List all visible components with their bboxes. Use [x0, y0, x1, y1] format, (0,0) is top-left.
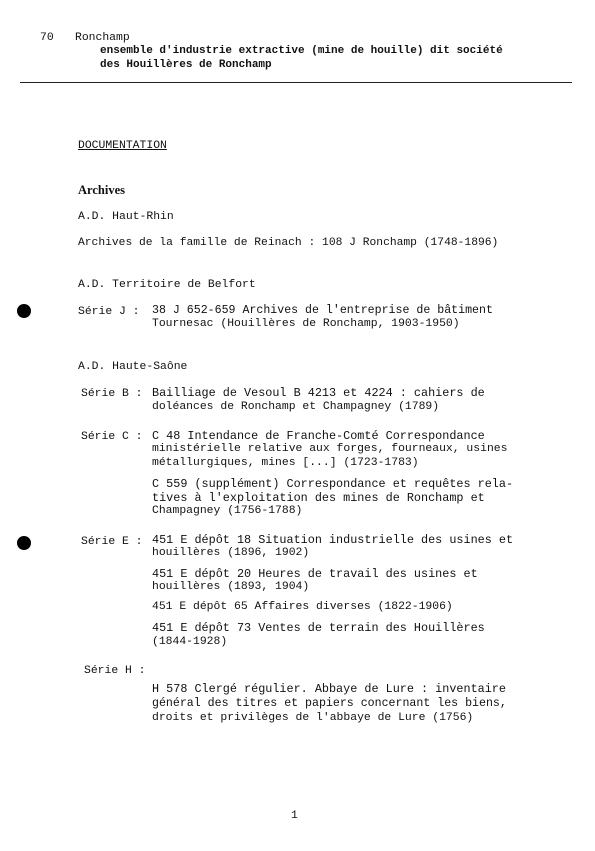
serie-e-entry1-line1: 451 E dépôt 18 Situation industrielle des usines et	[152, 533, 514, 547]
serie-e-entry4-line2: (1844-1928)	[152, 636, 228, 648]
belfort-label: A.D. Territoire de Belfort	[78, 279, 256, 291]
serie-b-line1: Bailliage de Vesoul B 4213 et 4224 : cahiers de	[152, 386, 485, 400]
serie-c-entry2-line1: C 559 (supplément) Correspondance et requêtes rela-	[152, 477, 514, 491]
serie-h-line1: H 578 Clergé régulier. Abbaye de Lure : inventaire	[152, 682, 506, 696]
serie-c-entry1-line2: ministérielle relative aux forges, fourneaux, usines	[152, 443, 508, 455]
serie-e-entry4-line1: 451 E dépôt 73 Ventes de terrain des Houillères	[152, 621, 485, 635]
haut-rhin-label: A.D. Haut-Rhin	[78, 211, 174, 223]
header-title-line1: ensemble d'industrie extractive (mine de houille) dit société	[100, 45, 503, 57]
belfort-serie-label: Série J :	[78, 306, 140, 318]
serie-h-line2: général des titres et papiers concernant les biens,	[152, 697, 507, 710]
belfort-line1: 38 J 652-659 Archives de l'entreprise de bâtiment	[152, 304, 493, 317]
belfort-line2: Tournesac (Houillères de Ronchamp, 1903-1950)	[152, 318, 460, 330]
serie-c-entry1-line3: métallurgiques, mines [...] (1723-1783)	[152, 457, 419, 469]
binder-hole-bottom	[17, 536, 31, 550]
haute-saone-label: A.D. Haute-Saône	[78, 361, 188, 373]
serie-h-label: Série H :	[84, 665, 146, 677]
serie-e-entry3-line1: 451 E dépôt 65 Affaires diverses (1822-1906)	[152, 601, 453, 613]
header-commune: Ronchamp	[75, 32, 130, 44]
serie-b-label: Série B :	[81, 388, 143, 400]
page-number: 1	[291, 810, 298, 822]
serie-e-entry2-line2: houillères (1893, 1904)	[152, 581, 310, 593]
header-divider	[20, 82, 572, 83]
serie-e-entry1-line2: houillères (1896, 1902)	[152, 547, 310, 559]
serie-c-label: Série C :	[81, 431, 143, 443]
header-title-line2: des Houillères de Ronchamp	[100, 59, 272, 71]
serie-b-line2: doléances de Ronchamp et Champagney (1789)	[152, 401, 440, 413]
serie-c-entry2-line3: Champagney (1756-1788)	[152, 505, 303, 517]
section-title: DOCUMENTATION	[78, 140, 167, 152]
serie-e-label: Série E :	[81, 536, 143, 548]
haut-rhin-line: Archives de la famille de Reinach : 108 J Ronchamp (1748-1896)	[78, 237, 499, 249]
binder-hole-top	[17, 304, 31, 318]
serie-h-line3: droits et privilèges de l'abbaye de Lure (1756)	[152, 712, 474, 724]
serie-c-entry2-line2: tives à l'exploitation des mines de Ronchamp et	[152, 491, 485, 505]
serie-e-entry2-line1: 451 E dépôt 20 Heures de travail des usines et	[152, 567, 478, 581]
archives-heading: Archives	[78, 183, 125, 197]
header-number: 70	[40, 32, 54, 44]
serie-c-entry1-line1: C 48 Intendance de Franche-Comté Correspondance	[152, 429, 485, 443]
